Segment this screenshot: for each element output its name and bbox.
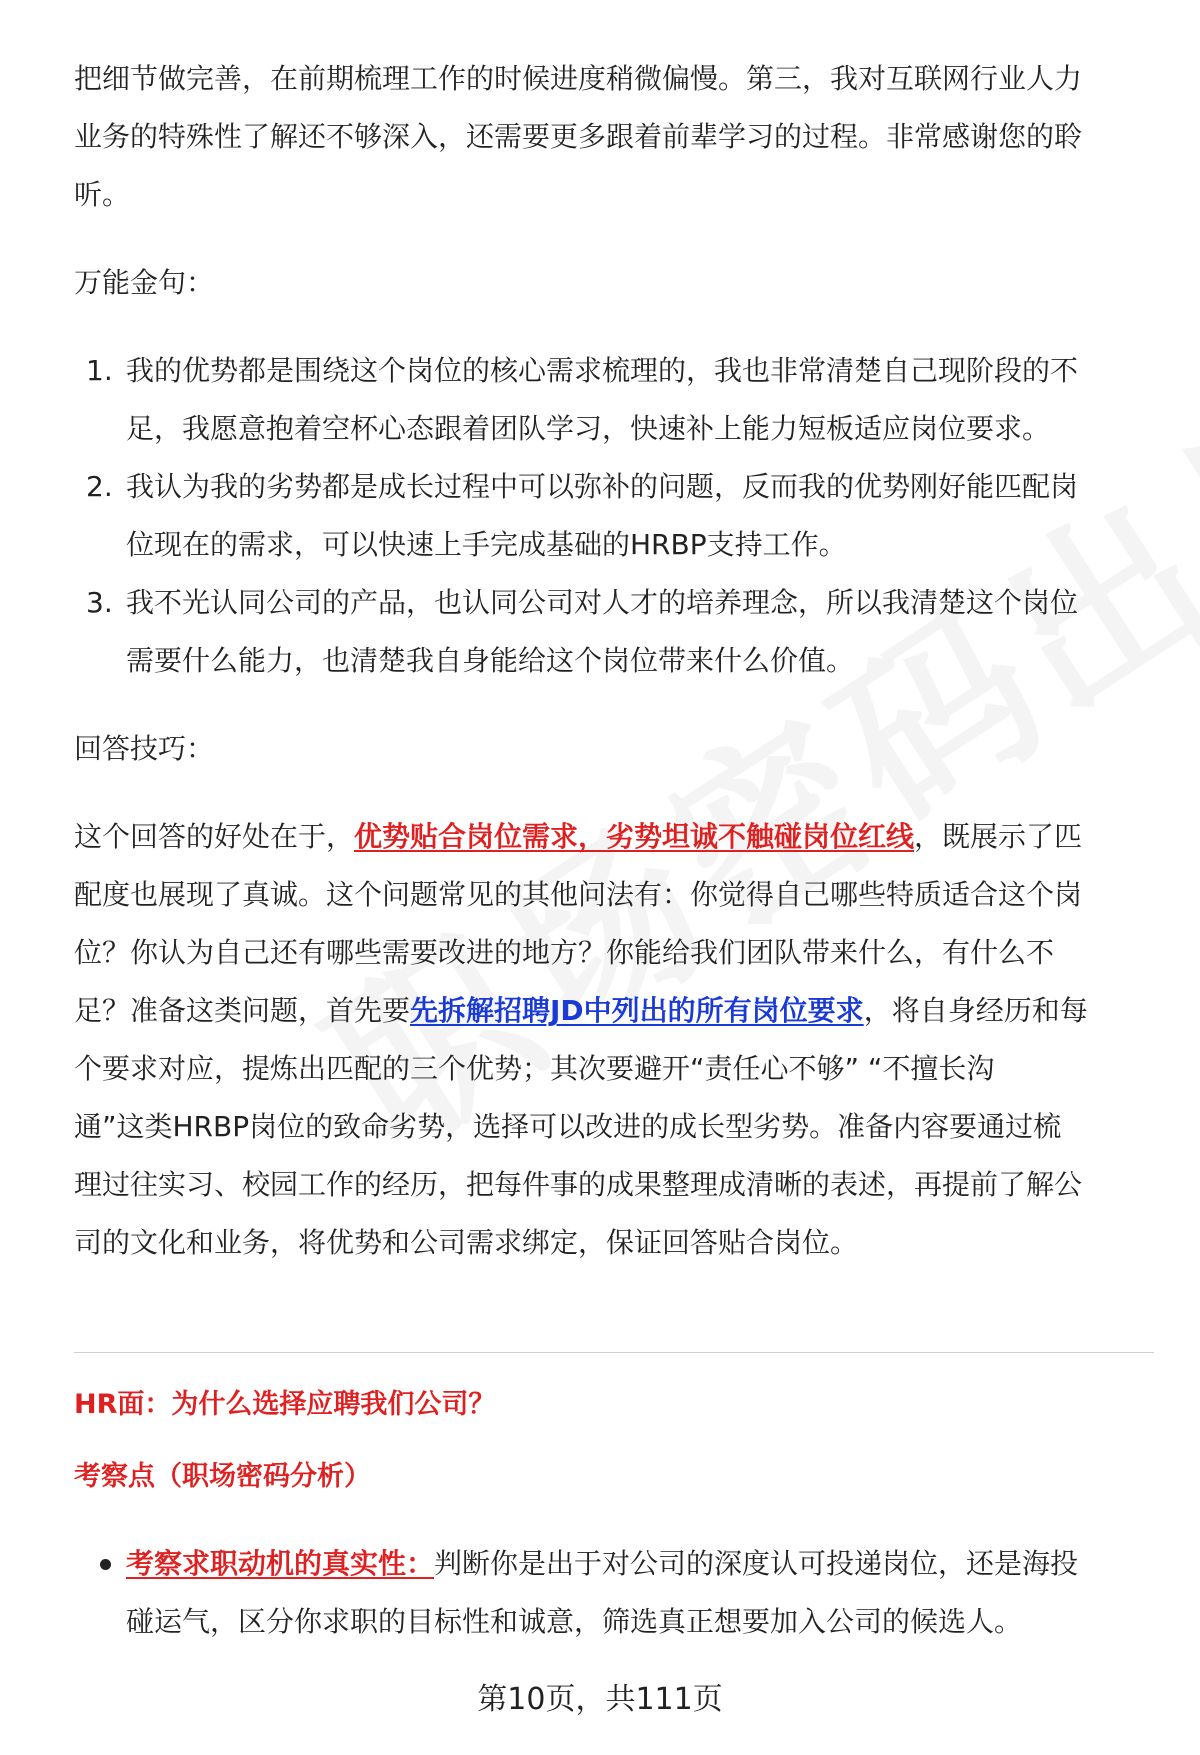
tips-text: 理过往实习、校园工作的经历，把每件事的成果整理成清晰的表述，再提前了解公 [74,1168,1083,1201]
golden-sentences-list [74,342,1154,690]
list-item-line: 我的优势都是围绕这个岗位的核心需求梳理的，我也非常清楚自己现阶段的不 [126,354,1079,387]
section-heading: HR面：为什么选择应聘我们公司？ [74,1389,496,1420]
bullet-icon [100,1559,111,1570]
list-number: 2. [86,470,113,503]
list-number: 1. [86,354,113,387]
tips-text: ，既展示了匹 [914,820,1083,853]
list-item-line: 我不光认同公司的产品，也认同公司对人才的培养理念，所以我清楚这个岗位 [126,586,1079,619]
section-divider [74,1352,1154,1353]
intro-line-1: 把细节做完善，在前期梳理工作的时候进度稍微偏慢。第三，我对互联网行业人力 [74,62,1083,95]
answer-tips-paragraph [74,808,1154,1272]
list-item [74,458,1154,574]
tips-text: 通”这类HRBP岗位的致命劣势，选择可以改进的成长型劣势。准备内容要通过梳 [74,1110,1062,1143]
tips-text: 配度也展现了真诚。这个问题常见的其他问法有：你觉得自己哪些特质适合这个岗 [74,878,1083,911]
list-item-line: 位现在的需求，可以快速上手完成基础的HRBP支持工作。 [126,528,847,561]
list-item [74,574,1154,690]
list-number: 3. [86,586,113,619]
bullet-text: 判断你是出于对公司的深度认可投递岗位，还是海投 [434,1547,1079,1580]
tips-text: 司的文化和业务，将优势和公司需求绑定，保证回答贴合岗位。 [74,1226,859,1259]
intro-line-3: 听。 [74,178,131,211]
tips-text: ，将自身经历和每 [863,994,1088,1027]
list-item-line: 足，我愿意抱着空杯心态跟着团队学习，快速补上能力短板适应岗位要求。 [126,412,1051,445]
list-item [74,342,1154,458]
section-subheading: 考察点（职场密码分析） [74,1461,371,1492]
intro-paragraph [74,50,1154,224]
answer-tips-label: 回答技巧： [74,732,215,765]
list-item-line: 我认为我的劣势都是成长过程中可以弥补的问题，反而我的优势刚好能匹配岗 [126,470,1079,503]
tips-text: 位？你认为自己还有哪些需要改进的地方？你能给我们团队带来什么，有什么不 [74,936,1055,969]
highlight-red: 优势贴合岗位需求，劣势坦诚不触碰岗位红线 [354,820,915,853]
golden-sentences-label: 万能金句： [74,266,215,299]
list-item-line: 需要什么能力，也清楚我自身能给这个岗位带来什么价值。 [126,644,855,677]
tips-text: 个要求对应，提炼出匹配的三个优势；其次要避开“责任心不够” “不擅长沟 [74,1052,995,1085]
assessment-points-list [74,1535,1154,1651]
highlight-red: 考察求职动机的真实性： [126,1547,435,1580]
tips-text: 足？准备这类问题，首先要 [74,994,411,1027]
intro-line-2: 业务的特殊性了解还不够深入，还需要更多跟着前辈学习的过程。非常感谢您的聆 [74,120,1083,153]
page-number: 第10页，共111页 [477,1682,723,1717]
highlight-blue: 先拆解招聘JD中列出的所有岗位要求 [410,994,864,1027]
tips-text: 这个回答的好处在于， [74,820,355,853]
document-body [74,50,1154,1272]
bullet-text: 碰运气，区分你求职的目标性和诚意，筛选真正想要加入公司的候选人。 [126,1605,1023,1638]
list-item [74,1535,1154,1651]
